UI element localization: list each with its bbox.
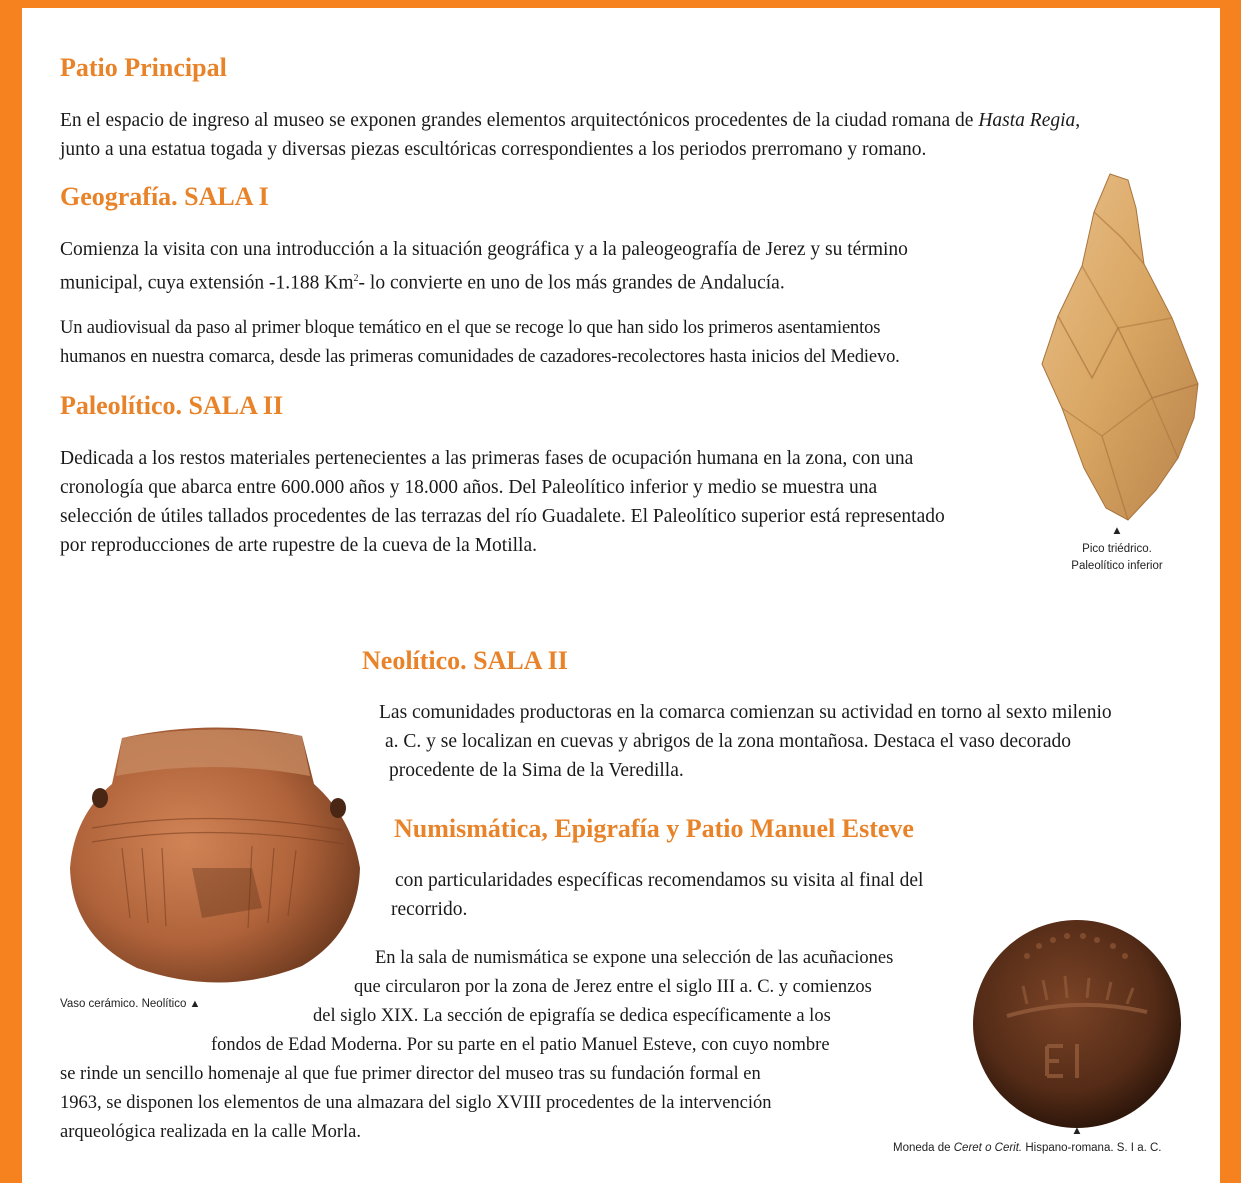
pico-triedrico-image <box>1032 168 1202 528</box>
neolitico-line-2: a. C. y se localizan en cuevas y abrigos de la zona montañosa. Destaca el vaso decorado <box>385 731 1072 752</box>
patio-text: En el espacio de ingreso al museo se exponen grandes elementos arquitectónicos procedentes de la ciudad romana de <box>60 110 979 131</box>
numismatica-line-1: En la sala de numismática se expone una selección de las acuñaciones <box>375 948 894 968</box>
moneda-caption <box>893 1140 1161 1157</box>
geografia-p2-line-1: Un audiovisual da paso al primer bloque temático en el que se recoge lo que han sido los primeros asentamientos <box>60 318 881 338</box>
paleolitico-line-1: Dedicada a los restos materiales pertenecientes a las primeras fases de ocupación humana en la zona, con una <box>60 448 914 469</box>
paleolitico-line-3: selección de útiles tallados procedentes de las terrazas del río Guadalete. El Paleolítico superior está representado <box>60 506 945 527</box>
heading-neolitico: Neolítico. SALA II <box>362 646 568 675</box>
patio-paragraph-line-1 <box>60 106 1080 135</box>
geografia-p1-line-2 <box>60 264 785 298</box>
vaso-caption <box>60 996 200 1013</box>
numismatica-line-7: arqueológica realizada en la calle Morla. <box>60 1122 361 1142</box>
geografia-p1-line-1: Comienza la visita con una introducción a la situación geográfica y a la paleogeografía de Jerez y su término <box>60 239 908 260</box>
moneda-caption-post: Hispano-romana. S. I a. C. <box>1022 1142 1162 1154</box>
numismatica-intro-line-2: recorrido. <box>391 899 468 920</box>
neolitico-line-1: Las comunidades productoras en la comarca comienzan su actividad en torno al sexto milenio <box>379 702 1112 723</box>
numismatica-intro-line-1: con particularidades específicas recomendamos su visita al final del <box>395 870 924 891</box>
pico-caption-line-2: Paleolítico inferior <box>1071 560 1163 572</box>
paleolitico-line-2: cronología que abarca entre 600.000 años y 18.000 años. Del Paleolítico inferior y medio se muestra una <box>60 477 878 498</box>
numismatica-line-4: fondos de Edad Moderna. Por su parte en el patio Manuel Esteve, con cuyo nombre <box>211 1035 830 1055</box>
moneda-image <box>967 916 1187 1131</box>
superscript: 2 <box>353 273 359 284</box>
pico-arrow: ▲ <box>1111 525 1123 537</box>
hasta-regia-text: Hasta Regia <box>978 110 1076 131</box>
moneda-caption-pre: Moneda de <box>893 1142 954 1154</box>
vaso-ceramico-image <box>52 718 372 988</box>
heading-numismatica: Numismática, Epigrafía y Patio Manuel Esteve <box>394 814 914 843</box>
paleolitico-line-4: por reproducciones de arte rupestre de la cueva de la Motilla. <box>60 535 537 556</box>
heading-patio-principal: Patio Principal <box>60 53 227 82</box>
geografia-text: municipal, cuya extensión -1.188 Km <box>60 272 354 294</box>
moneda-caption-name: Ceret o Cerit. <box>953 1142 1023 1154</box>
patio-paragraph-line-2: junto a una estatua togada y diversas piezas escultóricas correspondientes a los periodos prerromano y romano. <box>60 139 927 160</box>
moneda-arrow: ▲ <box>1071 1125 1083 1137</box>
page <box>22 8 1220 1183</box>
neolitico-line-3: procedente de la Sima de la Veredilla. <box>389 760 684 781</box>
patio-text-comma: , <box>1075 110 1081 131</box>
pico-caption-line-1: Pico triédrico. <box>1082 543 1152 555</box>
numismatica-line-3: del siglo XIX. La sección de epigrafía se dedica específicamente a los <box>313 1006 831 1026</box>
vaso-caption-text: Vaso cerámico. Neolítico <box>60 998 187 1010</box>
heading-paleolitico: Paleolítico. SALA II <box>60 391 284 420</box>
geografia-text-end: - lo convierte en uno de los más grandes de Andalucía. <box>358 272 785 294</box>
vaso-arrow: ▲ <box>189 998 201 1010</box>
heading-geografia: Geografía. SALA I <box>60 182 269 211</box>
numismatica-line-5: se rinde un sencillo homenaje al que fue primer director del museo tras su fundación formal en <box>60 1064 761 1084</box>
numismatica-line-2: que circularon por la zona de Jerez entre el siglo III a. C. y comienzos <box>354 977 872 997</box>
geografia-p2-line-2: humanos en nuestra comarca, desde las primeras comunidades de cazadores-recolectores hasta inicios del Medievo. <box>60 347 900 367</box>
numismatica-line-6: 1963, se disponen los elementos de una almazara del siglo XVIII procedentes de la intervención <box>60 1093 772 1113</box>
